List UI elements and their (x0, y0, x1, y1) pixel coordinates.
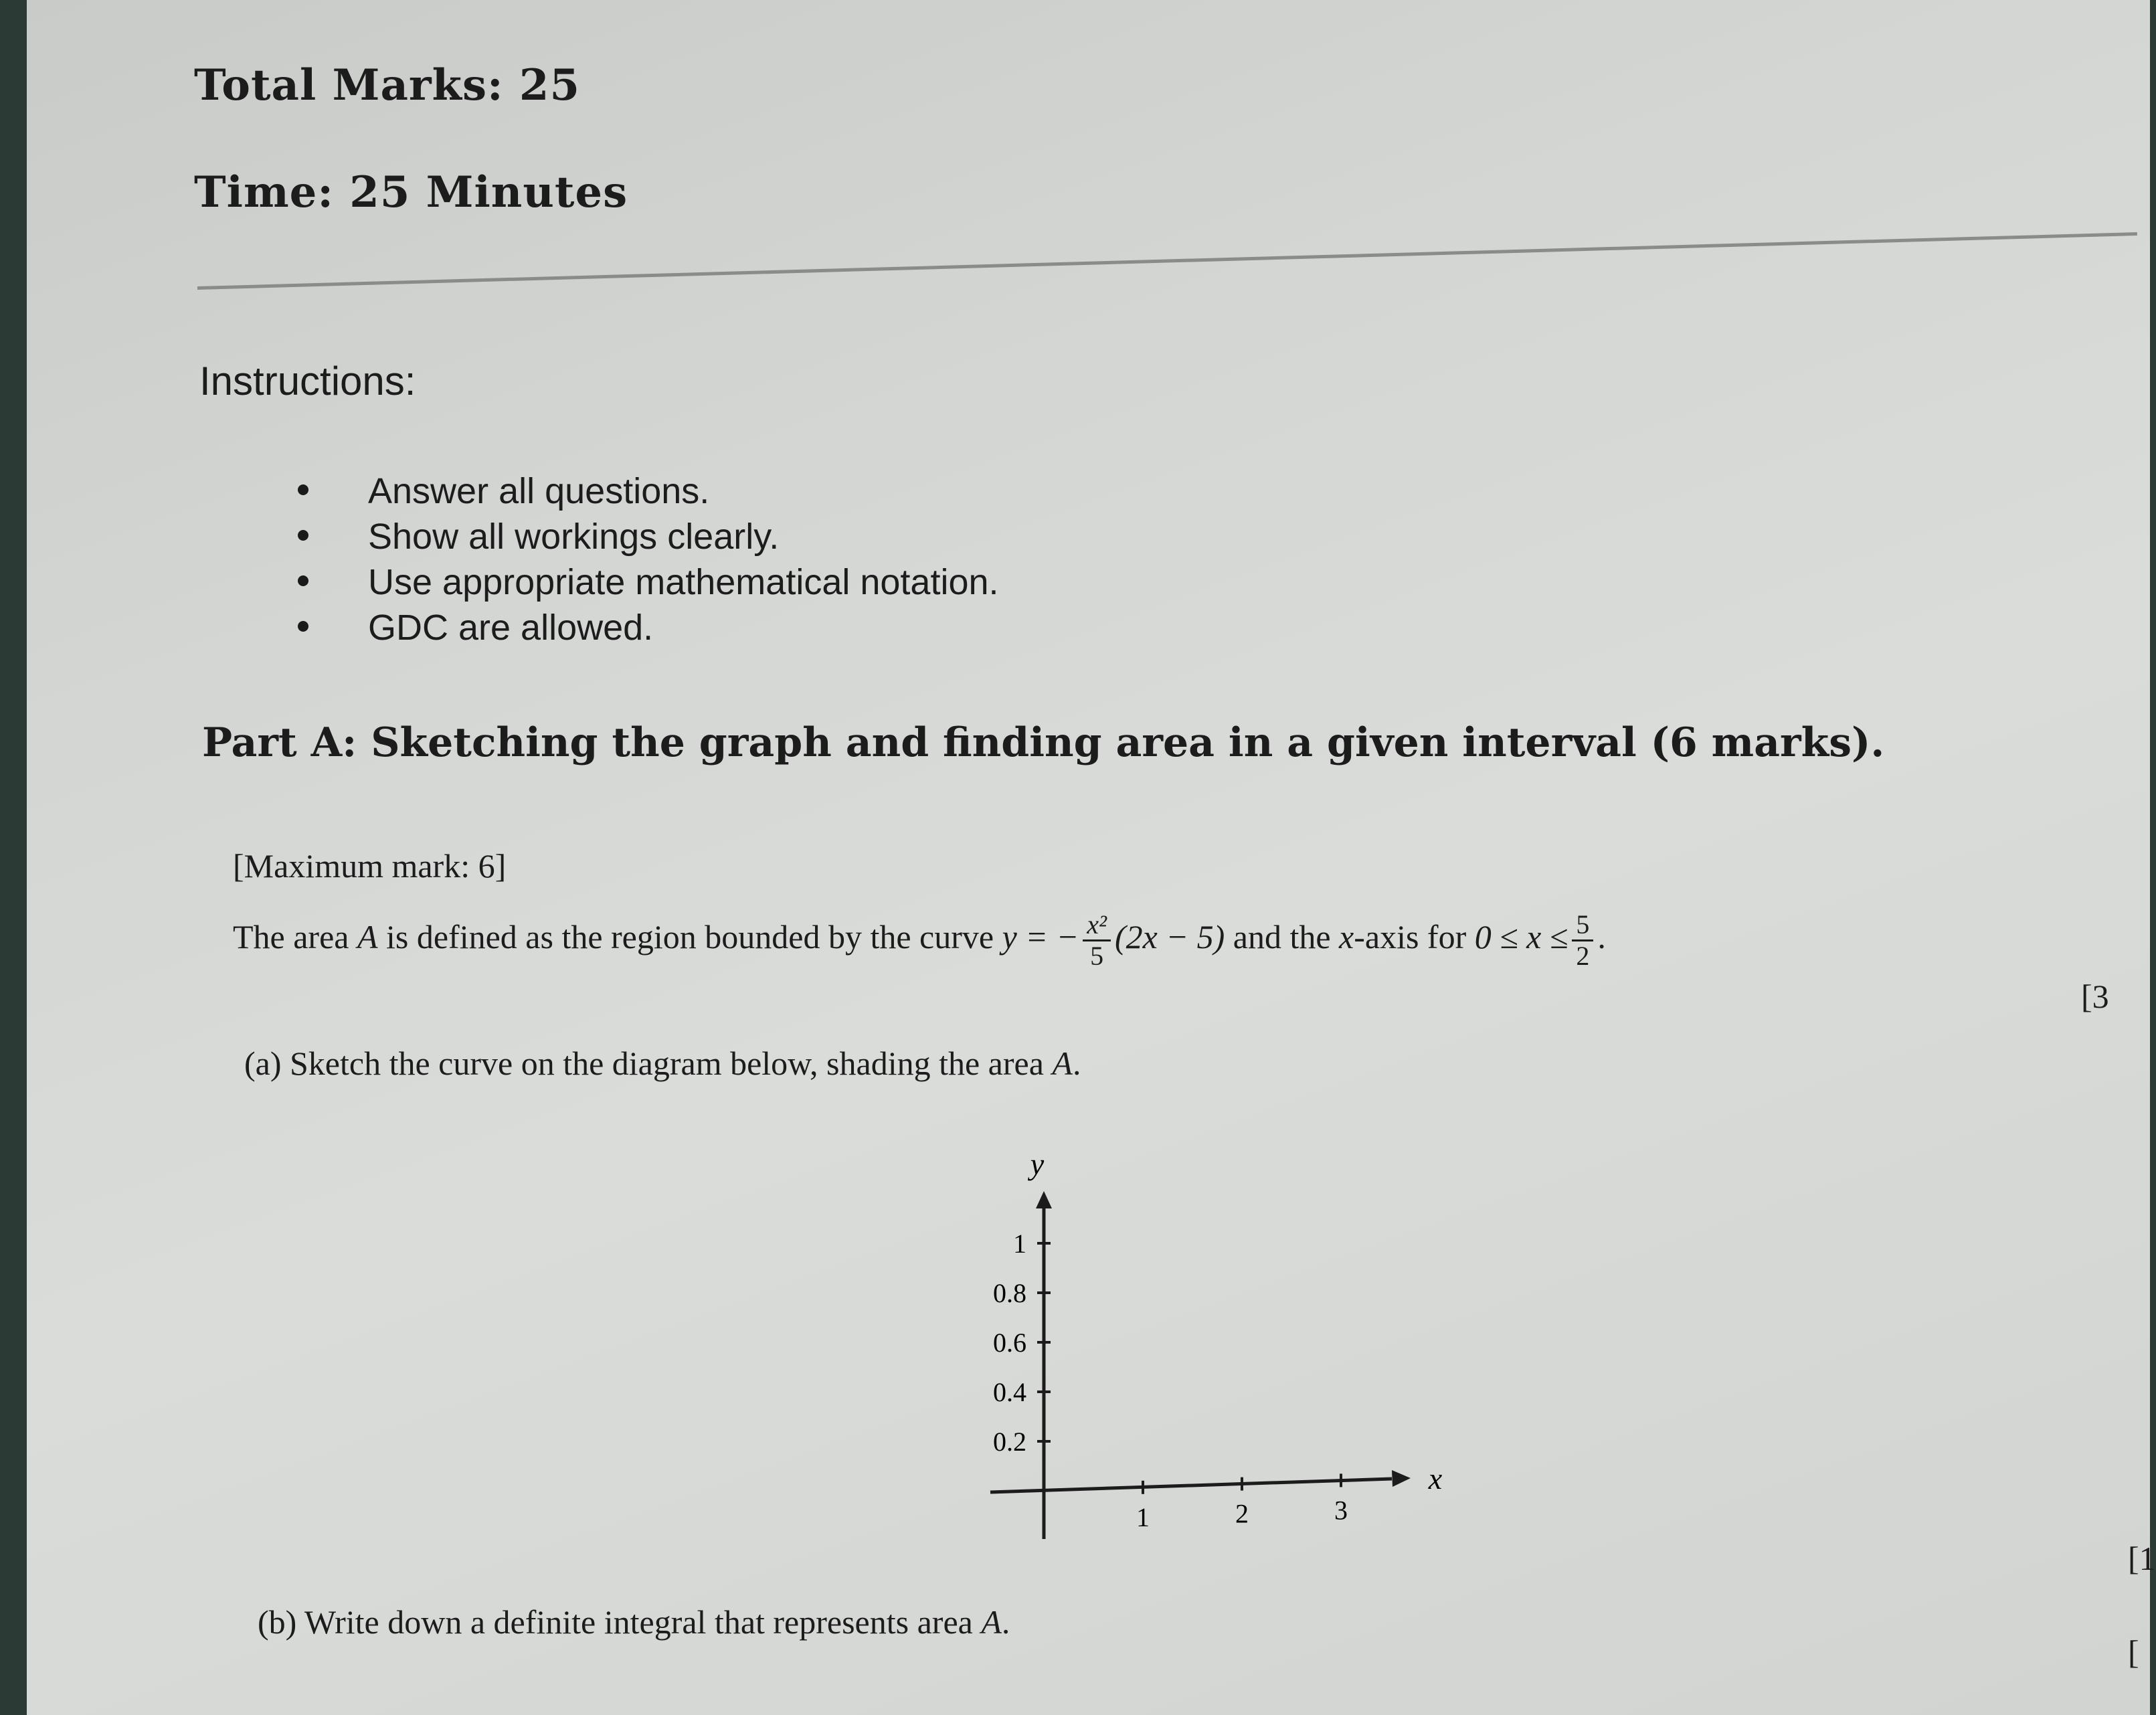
instructions-list (294, 468, 999, 650)
bullet-icon (298, 530, 308, 541)
y-tick-label: 0.6 (993, 1328, 1026, 1358)
axes-diagram (950, 1138, 1472, 1566)
x-axis (990, 1479, 1392, 1492)
time-limit: Time: 25 Minutes (194, 167, 628, 217)
y-tick-label: 0.8 (993, 1278, 1026, 1308)
x-tick-label: 2 (1235, 1498, 1249, 1529)
list-item: GDC are allowed. (294, 605, 999, 650)
question-b: (b) Write down a definite integral that represents area A. (258, 1603, 1010, 1641)
y-tick-label: 0.2 (993, 1427, 1026, 1457)
list-item: Use appropriate mathematical notation. (294, 559, 999, 605)
question-a: (a) Sketch the curve on the diagram below, shading the area A. (244, 1045, 1081, 1082)
x-tick-label: 3 (1334, 1495, 1348, 1526)
bullet-icon (298, 575, 308, 586)
header-divider (197, 232, 2137, 290)
x-axis-arrow-icon (1392, 1470, 1411, 1487)
bullet-icon (298, 621, 308, 632)
bullet-icon (298, 484, 308, 495)
list-item: Show all workings clearly. (294, 514, 999, 559)
marks-b-1: [1 (2128, 1540, 2156, 1577)
fraction-5-over-2: $\frac{5}{2}$ (1572, 910, 1593, 971)
instructions-title: Instructions: (199, 359, 416, 403)
total-marks: Total Marks: 25 (194, 60, 580, 110)
x-axis-label: x (1428, 1461, 1443, 1496)
y-tick-label: 0.4 (993, 1377, 1026, 1407)
fraction-x2-over-5: $\frac{\text{x²}}{5}$ (1083, 910, 1111, 971)
marks-a: [3 (2081, 978, 2109, 1015)
problem-statement: The area A is defined as the region bounded by the curve y = − $\frac{\text{x²}}{5}$ (2x − 5) and the x-axis for 0 ≤ x ≤ $\frac{5}{2}$ . (233, 909, 1606, 972)
y-axis-label: y (1030, 1147, 1045, 1181)
y-tick-label: 1 (1013, 1229, 1026, 1259)
x-tick-label: 1 (1136, 1502, 1150, 1532)
y-axis-arrow-icon (1036, 1191, 1052, 1208)
exam-page (27, 0, 2156, 1715)
maximum-mark: [Maximum mark: 6] (233, 847, 507, 885)
list-item: Answer all questions. (294, 468, 999, 514)
part-a-title: Part A: Sketching the graph and finding area in a given interval (6 marks). (202, 719, 1885, 766)
marks-b-2: [ (2128, 1633, 2139, 1671)
